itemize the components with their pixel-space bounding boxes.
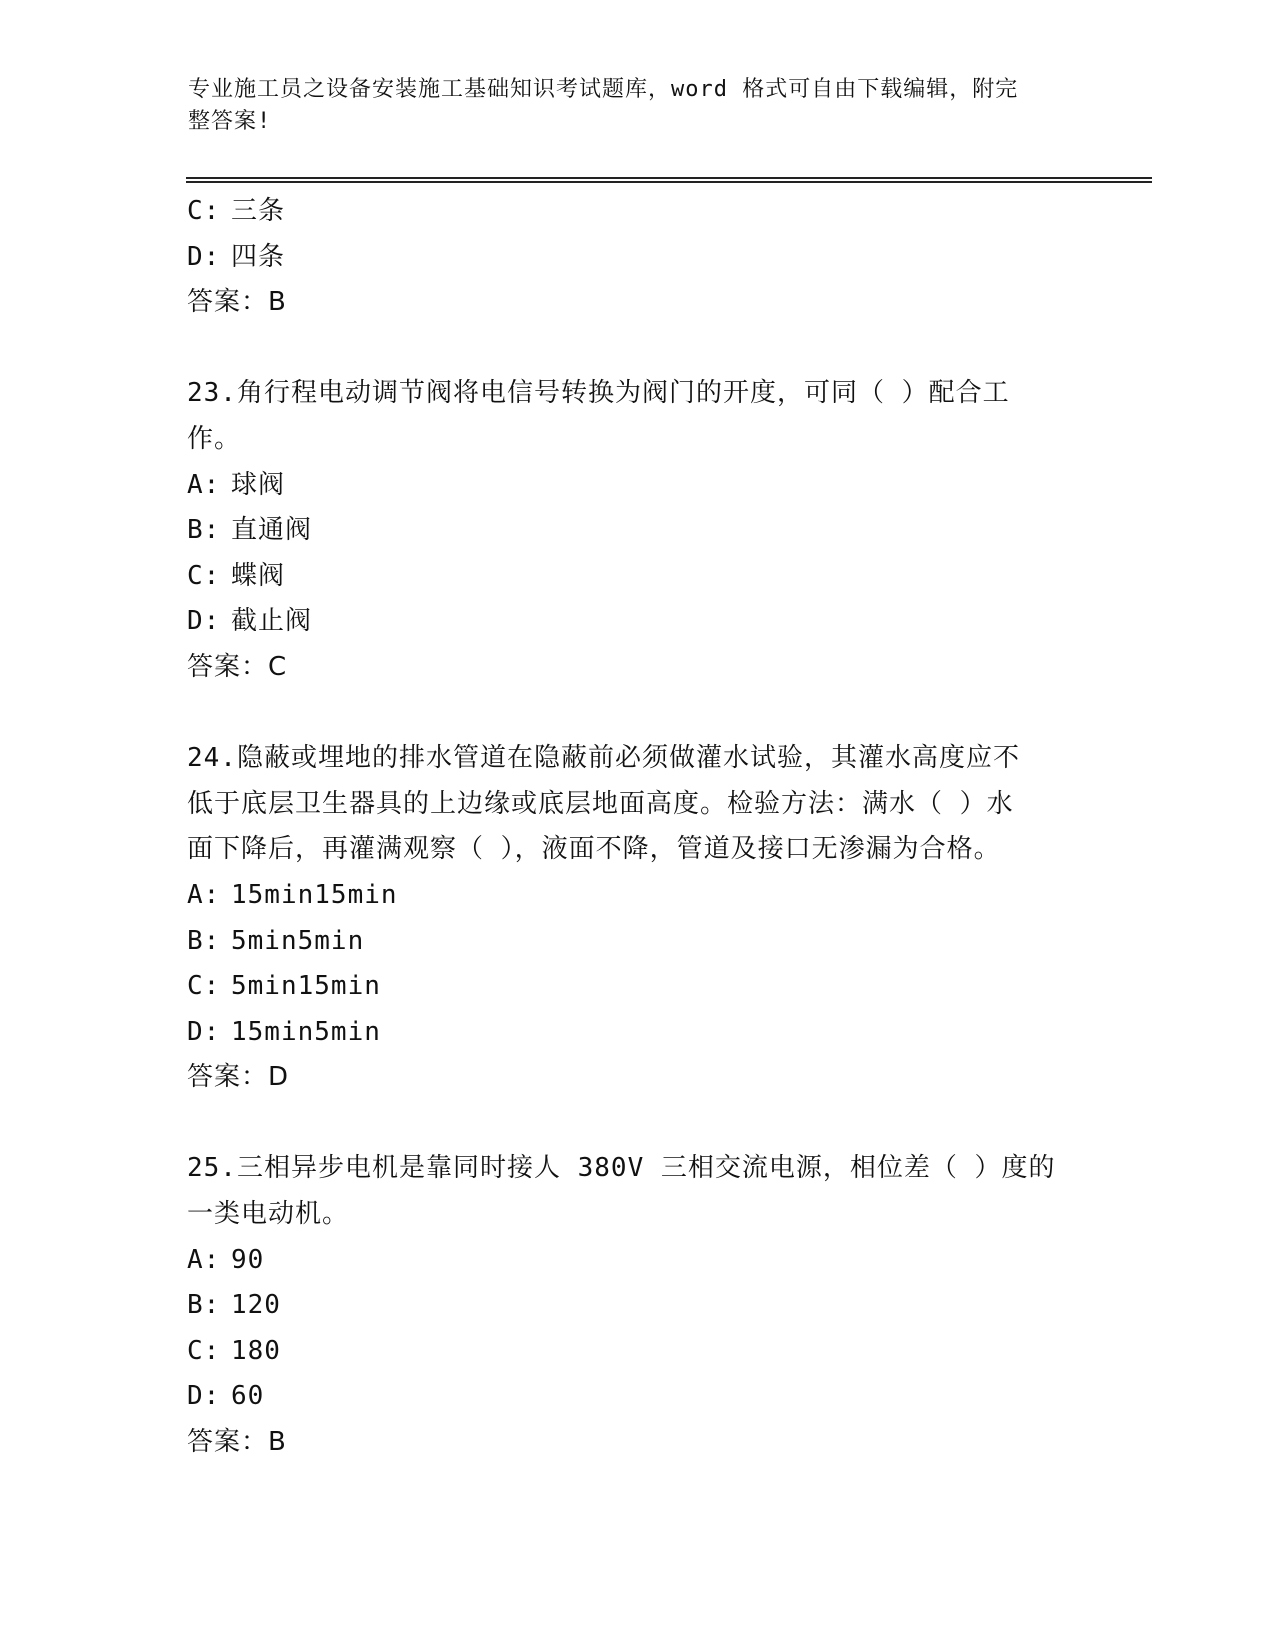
option-text: 15min5min bbox=[231, 1016, 381, 1047]
question-block bbox=[187, 736, 1087, 1101]
option-key: C: bbox=[187, 1335, 221, 1366]
option-key: B: bbox=[187, 1290, 221, 1321]
question-stem-line: 低于底层卫生器具的上边缘或底层地面高度。检验方法：满水（ ）水 bbox=[187, 788, 1014, 819]
option-b bbox=[187, 508, 1087, 554]
option-key: C: bbox=[187, 971, 221, 1002]
answer-line: 答案：D bbox=[187, 1062, 290, 1093]
option-text: 5min5min bbox=[231, 925, 365, 956]
question-stem-line: 面下降后，再灌满观察（ ），液面不降，管道及接口无渗漏为合格。 bbox=[187, 834, 1001, 865]
option-c bbox=[187, 554, 1087, 600]
option-a bbox=[187, 873, 1087, 919]
header-line-1: 专业施工员之设备安装施工基础知识考试题库，word 格式可自由下载编辑，附完 bbox=[188, 77, 1019, 102]
option-b bbox=[187, 919, 1087, 965]
question-stem-line: 作。 bbox=[187, 423, 242, 454]
spacer bbox=[187, 326, 1087, 372]
option-key: D: bbox=[187, 1381, 221, 1412]
question-block bbox=[187, 189, 1087, 326]
question-block bbox=[187, 1146, 1087, 1465]
option-b bbox=[187, 1283, 1087, 1329]
question-stem-line: 一类电动机。 bbox=[187, 1199, 350, 1230]
answer-line: 答案：B bbox=[187, 287, 287, 318]
option-d bbox=[187, 1374, 1087, 1420]
option-text: 120 bbox=[231, 1290, 281, 1321]
header-divider-top bbox=[186, 177, 1152, 179]
option-c bbox=[187, 964, 1087, 1010]
question-stem-line: 24.隐蔽或埋地的排水管道在隐蔽前必须做灌水试验，其灌水高度应不 bbox=[187, 743, 1020, 774]
option-text: 60 bbox=[231, 1381, 265, 1412]
question-stem-line: 25.三相异步电机是靠同时接人 380V 三相交流电源，相位差（ ）度的 bbox=[187, 1153, 1056, 1184]
document-header bbox=[188, 74, 1068, 138]
spacer bbox=[187, 1101, 1087, 1147]
option-c bbox=[187, 189, 1087, 235]
option-key: B: bbox=[187, 515, 221, 546]
spacer bbox=[187, 691, 1087, 737]
question-stem-line: 23.角行程电动调节阀将电信号转换为阀门的开度，可同（ ）配合工 bbox=[187, 378, 1010, 409]
question-list bbox=[187, 189, 1087, 1466]
option-d bbox=[187, 1010, 1087, 1056]
option-text: 90 bbox=[231, 1244, 265, 1275]
option-key: C: bbox=[187, 196, 221, 226]
answer-line: 答案：C bbox=[187, 651, 288, 682]
option-a bbox=[187, 463, 1087, 509]
option-text: 球阀 bbox=[231, 469, 286, 500]
option-d bbox=[187, 235, 1087, 281]
option-key: D: bbox=[187, 241, 221, 272]
option-key: A: bbox=[187, 879, 221, 910]
option-text: 四条 bbox=[231, 241, 286, 272]
option-key: D: bbox=[187, 606, 221, 637]
option-d bbox=[187, 599, 1087, 645]
header-line-2: 整答案! bbox=[188, 109, 272, 134]
option-c bbox=[187, 1329, 1087, 1375]
option-text: 180 bbox=[231, 1335, 281, 1366]
option-key: B: bbox=[187, 925, 221, 956]
option-a bbox=[187, 1238, 1087, 1284]
option-key: D: bbox=[187, 1016, 221, 1047]
option-text: 15min15min bbox=[231, 879, 398, 910]
option-text: 直通阀 bbox=[231, 515, 313, 546]
option-key: A: bbox=[187, 469, 221, 500]
option-text: 三条 bbox=[231, 196, 286, 226]
option-text: 截止阀 bbox=[231, 606, 313, 637]
option-key: A: bbox=[187, 1244, 221, 1275]
header-divider-bottom bbox=[186, 181, 1152, 183]
option-text: 蝶阀 bbox=[231, 560, 286, 591]
option-text: 5min15min bbox=[231, 971, 381, 1002]
answer-line: 答案：B bbox=[187, 1427, 287, 1458]
option-key: C: bbox=[187, 560, 221, 591]
question-block bbox=[187, 371, 1087, 690]
